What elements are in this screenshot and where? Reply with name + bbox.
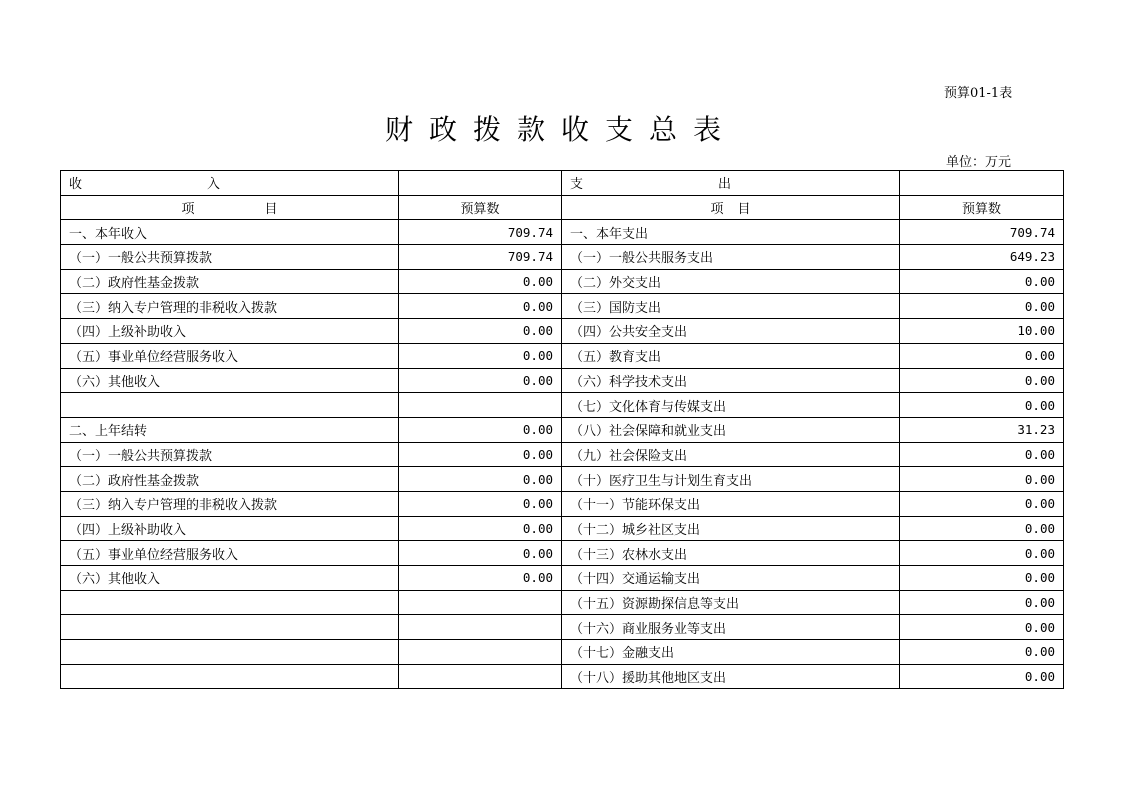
table-row <box>61 220 1064 245</box>
col-item-left: 项 <box>181 202 195 218</box>
expense-section-blank <box>900 171 1064 196</box>
expense-amount-cell: 0.00 <box>900 541 1064 566</box>
col-item2-left: 项 <box>710 202 724 218</box>
table-row <box>61 393 1064 418</box>
form-number: 预算01-1表 <box>944 86 1013 101</box>
col-header-income-budget: 预算数 <box>399 195 562 220</box>
income-item-cell: （二）政府性基金拨款 <box>61 467 399 492</box>
income-amount-cell: 0.00 <box>399 269 562 294</box>
table-row <box>61 245 1064 270</box>
expense-item-cell: （十五）资源勘探信息等支出 <box>562 590 900 615</box>
expense-item-cell: （九）社会保险支出 <box>562 442 900 467</box>
expense-amount-cell: 0.00 <box>900 590 1064 615</box>
expense-amount-cell: 0.00 <box>900 640 1064 665</box>
expense-amount-cell: 0.00 <box>900 368 1064 393</box>
expense-item-cell: （五）教育支出 <box>562 343 900 368</box>
income-amount-cell: 0.00 <box>399 442 562 467</box>
expense-item-cell: （二）外交支出 <box>562 269 900 294</box>
income-amount-cell: 0.00 <box>399 566 562 591</box>
income-amount-cell: 0.00 <box>399 319 562 344</box>
income-item-cell: （三）纳入专户管理的非税收入拨款 <box>61 491 399 516</box>
table-row <box>61 467 1064 492</box>
expense-amount-cell: 0.00 <box>900 566 1064 591</box>
table-row <box>61 442 1064 467</box>
expense-amount-cell: 31.23 <box>900 417 1064 442</box>
table-row <box>61 640 1064 665</box>
col-item-right: 目 <box>264 202 278 218</box>
expense-amount-cell: 0.00 <box>900 294 1064 319</box>
unit-label: 单位：万元 <box>946 155 1012 170</box>
income-amount-cell <box>399 615 562 640</box>
table-row <box>61 491 1064 516</box>
income-item-cell: （四）上级补助收入 <box>61 516 399 541</box>
income-amount-cell: 0.00 <box>399 368 562 393</box>
income-amount-cell <box>399 664 562 689</box>
expense-amount-cell: 0.00 <box>900 269 1064 294</box>
expense-item-cell: （十三）农林水支出 <box>562 541 900 566</box>
expense-amount-cell: 0.00 <box>900 393 1064 418</box>
income-label-left: 收 <box>69 177 83 193</box>
expense-item-cell: 一、本年支出 <box>562 220 900 245</box>
income-amount-cell: 0.00 <box>399 491 562 516</box>
income-item-cell: （五）事业单位经营服务收入 <box>61 541 399 566</box>
expense-amount-cell: 649.23 <box>900 245 1064 270</box>
income-item-cell: 一、本年收入 <box>61 220 399 245</box>
table-row <box>61 269 1064 294</box>
income-item-cell: （四）上级补助收入 <box>61 319 399 344</box>
section-header-row <box>61 171 1064 196</box>
table-row <box>61 368 1064 393</box>
income-item-cell <box>61 640 399 665</box>
expense-amount-cell: 10.00 <box>900 319 1064 344</box>
expense-item-cell: （三）国防支出 <box>562 294 900 319</box>
table-row <box>61 516 1064 541</box>
expense-item-cell: （十二）城乡社区支出 <box>562 516 900 541</box>
income-item-cell: （三）纳入专户管理的非税收入拨款 <box>61 294 399 319</box>
expense-amount-cell: 0.00 <box>900 664 1064 689</box>
income-item-cell: 二、上年结转 <box>61 417 399 442</box>
income-amount-cell: 0.00 <box>399 467 562 492</box>
income-item-cell <box>61 590 399 615</box>
income-item-cell: （一）一般公共预算拨款 <box>61 245 399 270</box>
col-header-expense-budget: 预算数 <box>900 195 1064 220</box>
table-row <box>61 319 1064 344</box>
expense-item-cell: （十）医疗卫生与计划生育支出 <box>562 467 900 492</box>
expense-item-cell: （七）文化体育与传媒支出 <box>562 393 900 418</box>
income-section-header <box>61 171 399 196</box>
income-amount-cell: 0.00 <box>399 417 562 442</box>
income-item-cell: （一）一般公共预算拨款 <box>61 442 399 467</box>
budget-table <box>60 170 1064 689</box>
income-item-cell <box>61 393 399 418</box>
income-label-right: 入 <box>206 177 220 193</box>
expense-item-cell: （八）社会保障和就业支出 <box>562 417 900 442</box>
table-row <box>61 590 1064 615</box>
table-row <box>61 566 1064 591</box>
table-row <box>61 541 1064 566</box>
expense-section-header <box>562 171 900 196</box>
table-row <box>61 615 1064 640</box>
expense-amount-cell: 0.00 <box>900 615 1064 640</box>
income-amount-cell <box>399 590 562 615</box>
table-row <box>61 417 1064 442</box>
income-item-cell <box>61 664 399 689</box>
income-amount-cell: 0.00 <box>399 294 562 319</box>
col-header-income-item <box>61 195 399 220</box>
income-amount-cell: 0.00 <box>399 516 562 541</box>
income-amount-cell <box>399 393 562 418</box>
expense-amount-cell: 0.00 <box>900 516 1064 541</box>
income-amount-cell: 709.74 <box>399 220 562 245</box>
expense-item-cell: （十一）节能环保支出 <box>562 491 900 516</box>
column-header-row <box>61 195 1064 220</box>
expense-item-cell: （一）一般公共服务支出 <box>562 245 900 270</box>
expense-amount-cell: 709.74 <box>900 220 1064 245</box>
income-item-cell: （五）事业单位经营服务收入 <box>61 343 399 368</box>
expense-amount-cell: 0.00 <box>900 491 1064 516</box>
expense-label-right: 出 <box>717 177 731 193</box>
income-item-cell <box>61 615 399 640</box>
income-item-cell: （六）其他收入 <box>61 368 399 393</box>
expense-item-cell: （十八）援助其他地区支出 <box>562 664 900 689</box>
income-item-cell: （二）政府性基金拨款 <box>61 269 399 294</box>
expense-amount-cell: 0.00 <box>900 442 1064 467</box>
table-row <box>61 664 1064 689</box>
col-item2-right: 目 <box>737 202 751 218</box>
income-amount-cell: 0.00 <box>399 343 562 368</box>
table-row <box>61 294 1064 319</box>
income-item-cell: （六）其他收入 <box>61 566 399 591</box>
income-amount-cell: 709.74 <box>399 245 562 270</box>
expense-item-cell: （十四）交通运输支出 <box>562 566 900 591</box>
income-section-blank <box>399 171 562 196</box>
income-amount-cell <box>399 640 562 665</box>
expense-item-cell: （十六）商业服务业等支出 <box>562 615 900 640</box>
expense-amount-cell: 0.00 <box>900 467 1064 492</box>
income-amount-cell: 0.00 <box>399 541 562 566</box>
table-row <box>61 343 1064 368</box>
expense-item-cell: （四）公共安全支出 <box>562 319 900 344</box>
col-header-expense-item <box>562 195 900 220</box>
expense-label-left: 支 <box>570 177 584 193</box>
page-title: 财政拨款收支总表 <box>384 113 737 146</box>
expense-item-cell: （十七）金融支出 <box>562 640 900 665</box>
expense-amount-cell: 0.00 <box>900 343 1064 368</box>
expense-item-cell: （六）科学技术支出 <box>562 368 900 393</box>
